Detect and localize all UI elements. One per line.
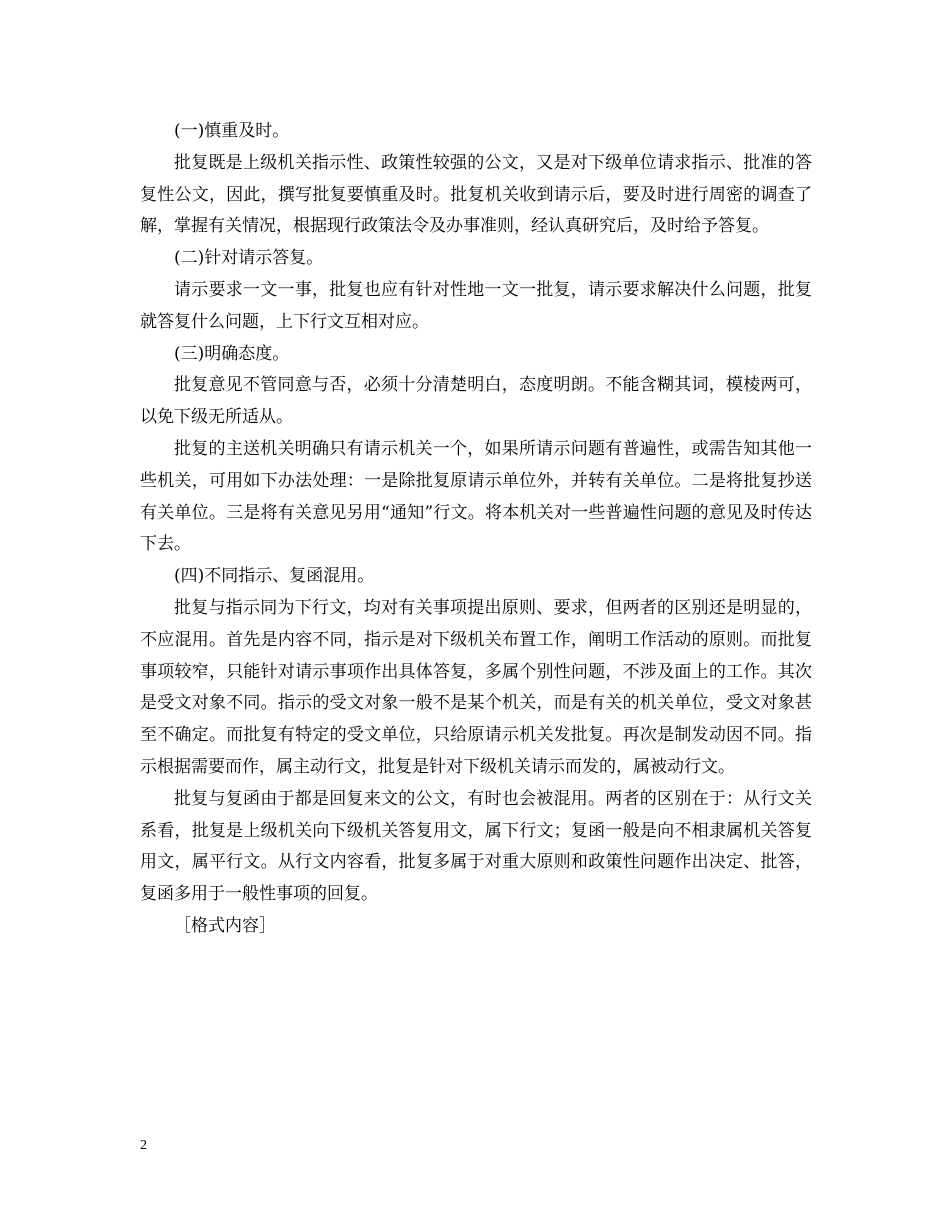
paragraph-text: 批复与复函由于都是回复来文的公文，有时也会被混用。两者的区别在于：从行文关系看，批复是上级机关向下级机关答复用文，属下行文；复函一般是向不相隶属机关答复用文，属平行文。从行文内容看，批复多属于对重大原则和政策性问题作出决定、批答，复函多用于一般性事项的回复。 <box>140 788 812 905</box>
paragraph-text: 批复意见不管同意与否，必须十分清楚明白，态度明朗。不能含糊其词，模棱两可，以免下级无所适从。 <box>140 375 812 428</box>
paragraph-text: 批复既是上级机关指示性、政策性较强的公文，又是对下级单位请求指示、批准的答复性公文，因此，撰写批复要慎重及时。批复机关收到请示后，要及时进行周密的调查了解，掌握有关情况，根据现行政策法令及办事准则，经认真研究后，及时给予答复。 <box>140 152 812 237</box>
heading-clear-attitude: (三)明确态度。 <box>174 343 290 364</box>
heading-no-mixing: (四)不同指示、复函混用。 <box>174 566 375 587</box>
paragraph-text: 批复与指示同为下行文，均对有关事项提出原则、要求，但两者的区别还是明显的，不应混用。首先是内容不同，指示是对下级机关布置工作，阐明工作活动的原则。而批复事项较窄，只能针对请示事项作出具体答复，多属个别性问题，不涉及面上的工作。其次是受文对象不同。指示的受文对象一般不是某个机关，而是有关的机关单位，受文对象甚至不确定。而批复有特定的受文单位，只给原请示机关发批复。再次是制发动因不同。指示根据需要而作，属主动行文，批复是针对下级机关请示而发的，属被动行文。 <box>140 597 812 777</box>
paragraph-text: 请示要求一文一事，批复也应有针对性地一文一批复，请示要求解决什么问题，批复就答复什么问题，上下行文互相对应。 <box>140 279 812 332</box>
heading-targeted-reply: (二)针对请示答复。 <box>174 248 324 269</box>
heading-format-content: ［格式内容］ <box>174 915 276 936</box>
page-number: 2 <box>140 1138 147 1153</box>
document-body <box>140 116 812 943</box>
paragraph-text: 批复的主送机关明确只有请示机关一个，如果所请示问题有普遍性，或需告知其他一些机关，可用如下办法处理：一是除批复原请示单位外，并转有关单位。二是将批复抄送有关单位。三是将有关意见另用“通知”行文。将本机关对一些普遍性问题的意见及时传达下去。 <box>140 438 812 555</box>
heading-prudent-timely: (一)慎重及时。 <box>174 121 290 141</box>
